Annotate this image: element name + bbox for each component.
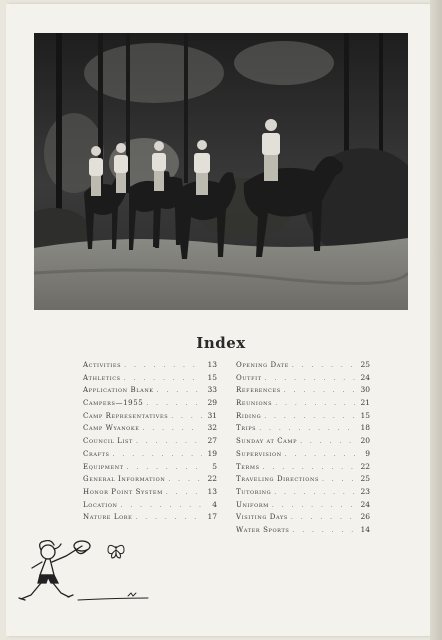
index-right-column [236, 360, 370, 538]
index-entry: Trips . . . 18 [236, 423, 370, 436]
index-entry: Water Sports . . . 14 [236, 525, 370, 538]
index-entry: Traveling Directions . . . 25 [236, 474, 370, 487]
index-entry: Visiting Days . . . 26 [236, 512, 370, 525]
index-entry: Nature Lore . . . 17 [83, 512, 217, 525]
girl-chasing-butterfly-illustration [8, 540, 158, 620]
index-entry: Council List . . . 27 [83, 436, 217, 449]
index-entry: Uniform . . . 24 [236, 500, 370, 513]
index-entry: Equipment . . . 5 [83, 462, 217, 475]
page-edge [430, 0, 442, 640]
index-entry: General Information . . . 22 [83, 474, 217, 487]
horseback-riders-photo [34, 33, 408, 310]
index-entry: Tutoring . . . 23 [236, 487, 370, 500]
index-entry: Terms . . . 22 [236, 462, 370, 475]
index-entry: Application Blank . . . 33 [83, 385, 217, 398]
index-entry: Camp Representatives . . . 31 [83, 411, 217, 424]
index-left-column [83, 360, 217, 525]
index-entry: Campers—1955 . . . 29 [83, 398, 217, 411]
index-entry: Camp Wyanoke . . . 32 [83, 423, 217, 436]
index-entry: Riding . . . 15 [236, 411, 370, 424]
index-entry: References . . . 30 [236, 385, 370, 398]
index-entry: Reunions . . . 21 [236, 398, 370, 411]
index-entry: Activities . . . 13 [83, 360, 217, 373]
index-entry: Honor Point System . . . 13 [83, 487, 217, 500]
index-entry: Athletics . . . 15 [83, 373, 217, 386]
index-title: Index [196, 334, 246, 352]
index-entry: Location . . . 4 [83, 500, 217, 513]
index-entry: Outfit . . . 24 [236, 373, 370, 386]
index-entry: Crafts . . . 19 [83, 449, 217, 462]
index-entry: Sunday at Camp . . . 20 [236, 436, 370, 449]
index-entry: Supervision . . . 9 [236, 449, 370, 462]
index-entry: Opening Date . . . 25 [236, 360, 370, 373]
